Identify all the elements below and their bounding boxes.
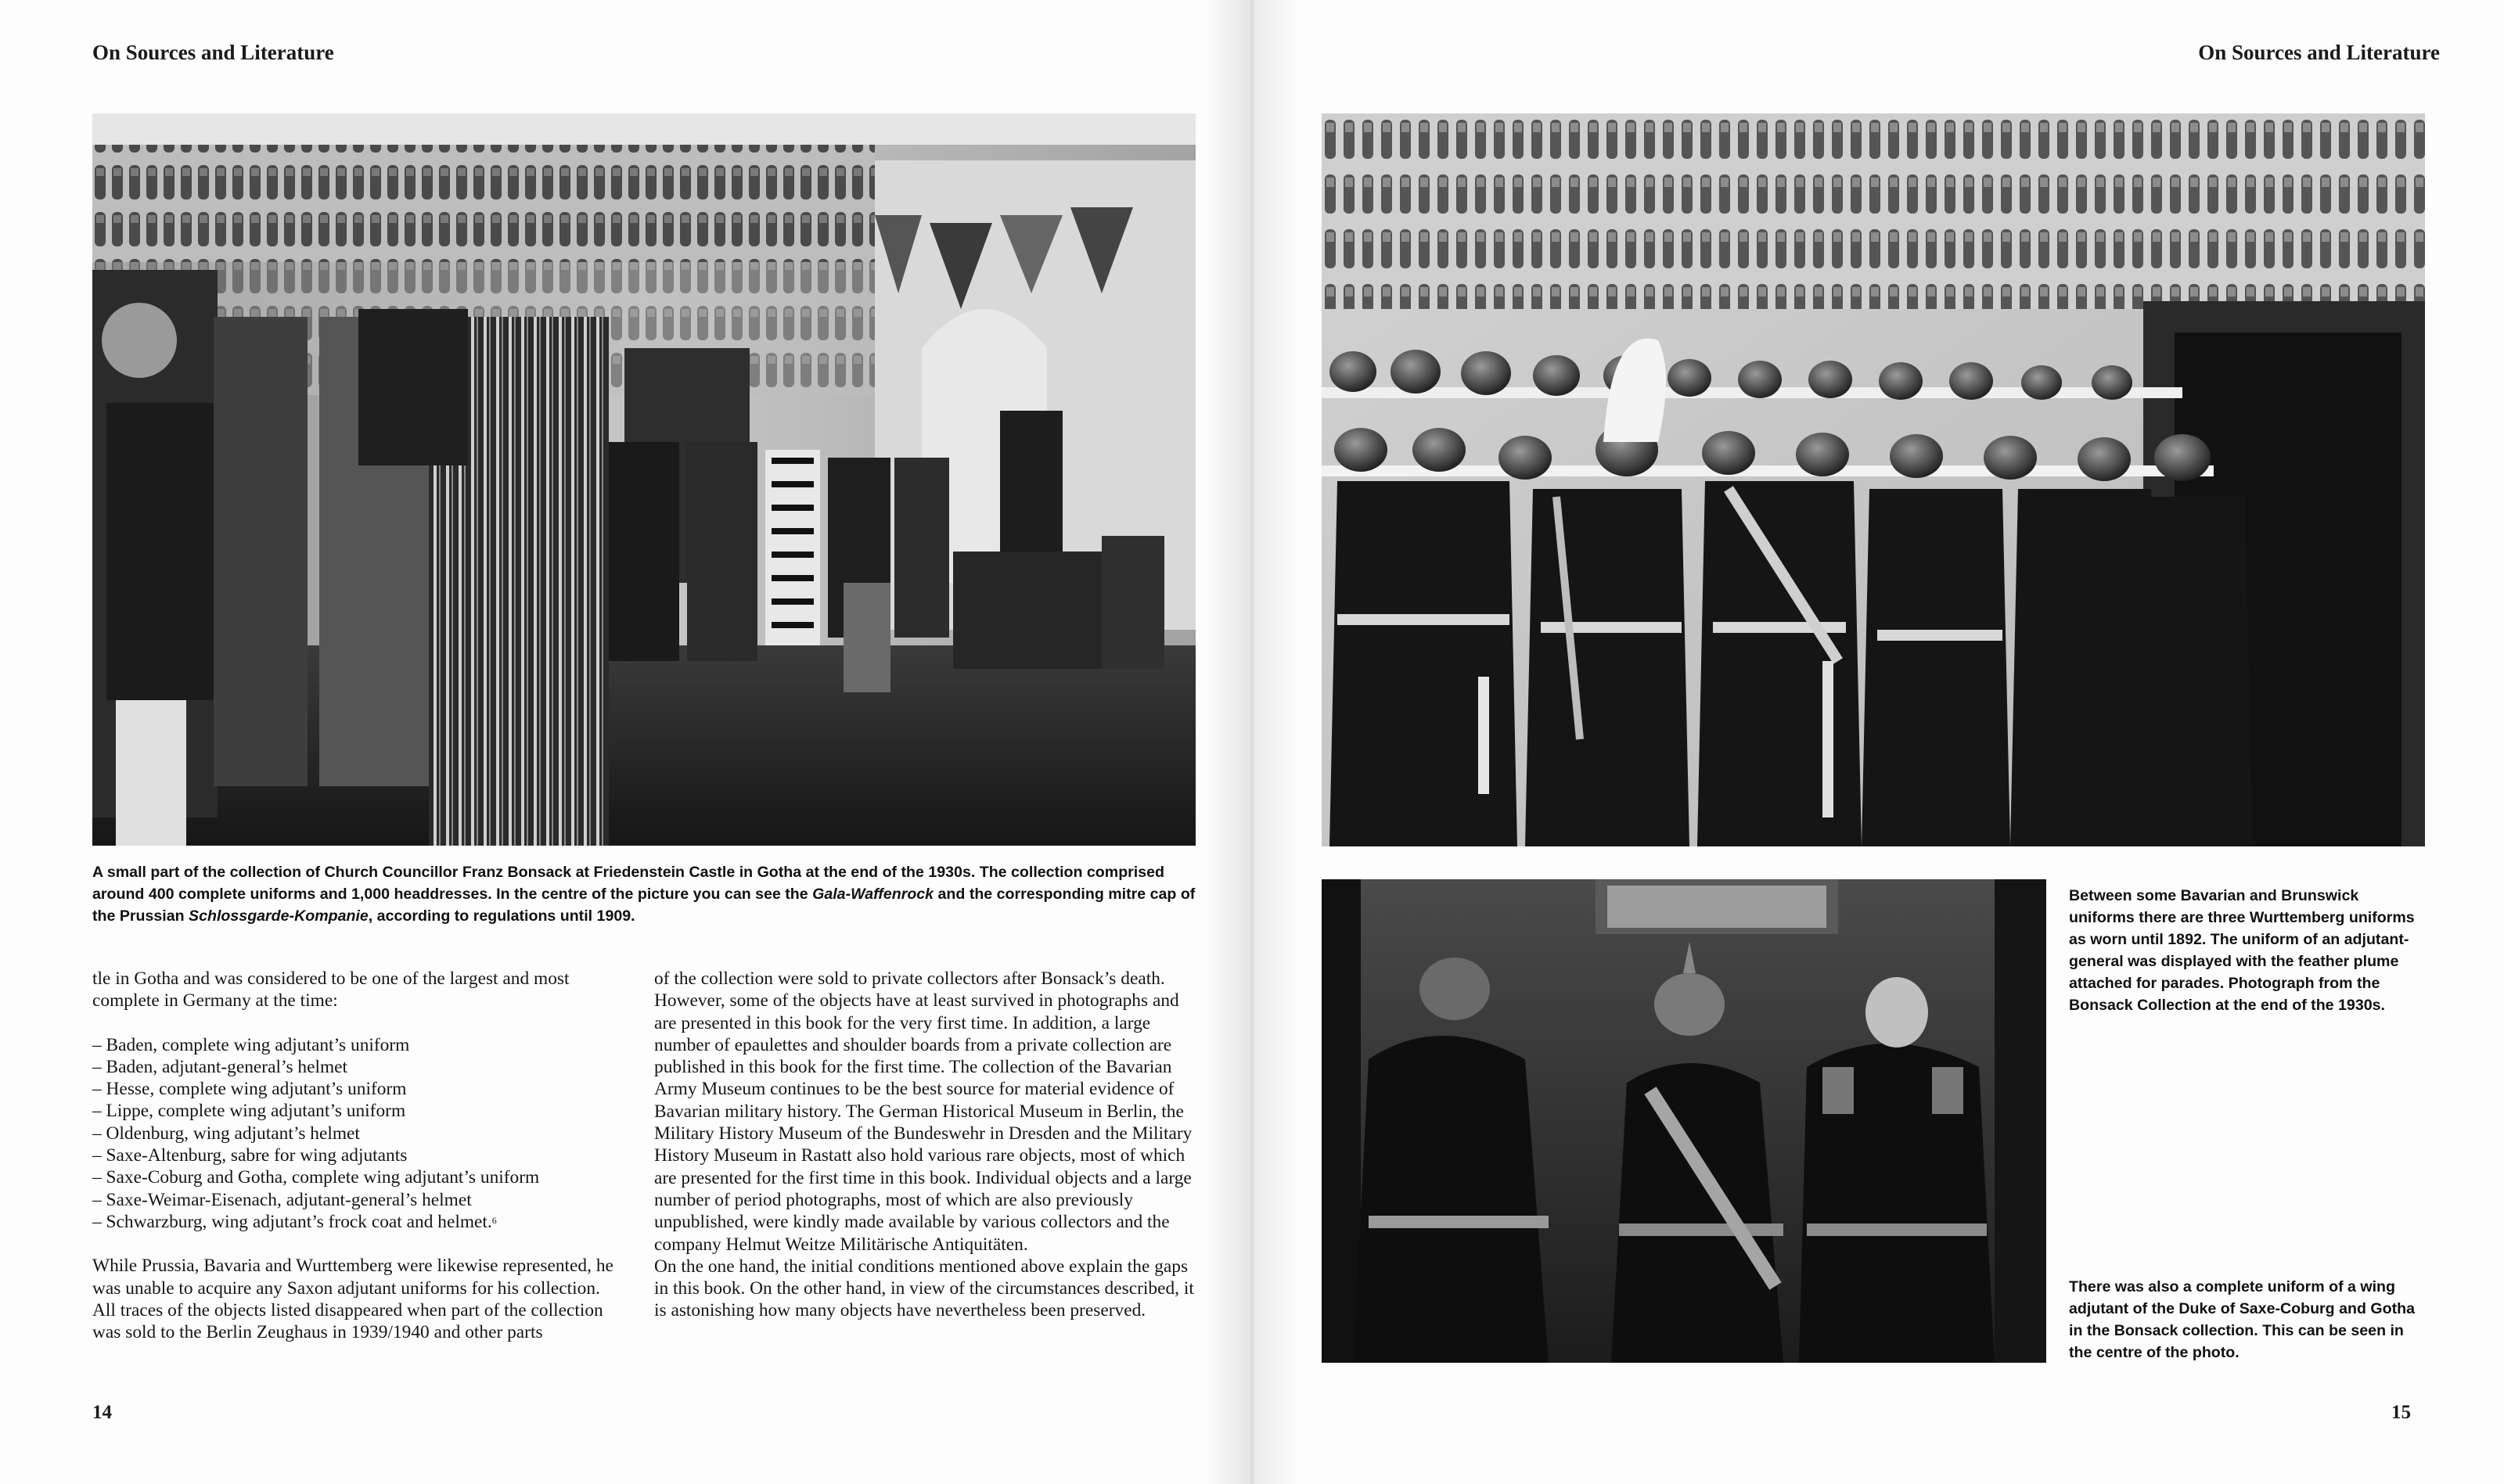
list-item: – Lippe, complete wing adjutant’s uniform bbox=[92, 1101, 406, 1122]
caption-italic-schlossgarde: Schlossgarde-Kompanie bbox=[189, 907, 369, 925]
photo-saxe-coburg-uniform-caption: There was also a complete uniform of a wing adjutant of the Duke of Saxe-Coburg and Gotha in the Bonsack collection. This can be seen in the centre of the photo. bbox=[2069, 1278, 2415, 1361]
photo-collection-room bbox=[92, 113, 1196, 846]
page-number-right: 15 bbox=[2391, 1402, 2411, 1423]
column2-para2: On the one hand, the initial conditions mentioned above explain the gaps in this book. On the other hand, in view of the circumstances described, it is astonishing how many objects have nevertheless been preserved. bbox=[654, 1256, 1194, 1321]
body-column-1 bbox=[92, 968, 632, 1343]
list-item: – Saxe-Altenburg, sabre for wing adjutants bbox=[92, 1145, 408, 1166]
footnote-marker[interactable]: 6 bbox=[491, 1214, 497, 1226]
book-gutter bbox=[1205, 0, 1299, 1484]
body-column-2 bbox=[654, 968, 1196, 1322]
page-number-left: 14 bbox=[92, 1402, 112, 1423]
photo-saxe-coburg-uniform-illustration bbox=[1322, 879, 2046, 1363]
photo-collection-room-caption: A small part of the collection of Church Councillor Franz Bonsack at Friedenstein Castle in Gotha at the end of the 1930s. The collection comprised around 400 complete uniforms and 1,000 headdresses. In the centre of the picture you can see the Gala-Waffenrock and the corresponding mitre cap of the Prussian Schlossgarde-Kompanie, according to regulations until 1909. bbox=[92, 864, 1196, 925]
photo-wurttemberg-uniforms-caption: Between some Bavarian and Brunswick uniforms there are three Wurttemberg uniforms as worn until 1892. The uniform of an adjutant-general was displayed with the feather plume attached for parades. Photograph from the Bonsack Collection at the end of the 1930s. bbox=[2069, 887, 2415, 1014]
adjutant-objects-list bbox=[92, 1034, 632, 1234]
running-head-right: On Sources and Literature bbox=[2198, 41, 2440, 64]
list-item: – Schwarzburg, wing adjutant’s frock coat and helmet.$^6$ bbox=[92, 1211, 497, 1232]
running-head-left: On Sources and Literature bbox=[92, 41, 334, 64]
list-item: – Oldenburg, wing adjutant’s helmet bbox=[92, 1123, 360, 1144]
caption-italic-gala-waffenrock: Gala-Waffenrock bbox=[812, 886, 934, 903]
photo-collection-room-illustration bbox=[92, 113, 1196, 846]
list-item: – Saxe-Weimar-Eisenach, adjutant-general’s helmet bbox=[92, 1189, 472, 1210]
column1-para2: While Prussia, Bavaria and Wurttemberg were likewise represented, he was unable to acquire any Saxon adjutant uniforms for his collection. bbox=[92, 1256, 613, 1299]
photo-wurttemberg-uniforms-illustration bbox=[1322, 113, 2425, 846]
column1-para3: All traces of the objects listed disappeared when part of the collection was sold to the Berlin Zeughaus in 1939/1940 and other parts bbox=[92, 1299, 603, 1343]
list-item: – Saxe-Coburg and Gotha, complete wing adjutant’s uniform bbox=[92, 1167, 540, 1188]
photo-saxe-coburg-uniform bbox=[1322, 879, 2046, 1363]
column2-para1: of the collection were sold to private collectors after Bonsack’s death. However, some of the objects have at least survived in photographs and are presented in this book for the very first time. In addition, a large number of epaulettes and shoulder boards from a private collection are published in this book for the first time. The collection of the Bavarian Army Museum continues to be the best source for material evidence of Bavarian military history. The German Historical Museum in Berlin, the Military History Museum of the Bundeswehr in Dresden and the Military History Museum in Rastatt also hold various rare objects, most of which are presented for the first time in this book. Individual objects and a large number of period photographs, most of which are also previously unpublished, were kindly made available by various collectors and the company Helmut Weitze Militärische Antiquitäten. bbox=[654, 968, 1193, 1255]
list-item: – Hesse, complete wing adjutant’s uniform bbox=[92, 1079, 407, 1100]
list-item: – Baden, complete wing adjutant’s uniform bbox=[92, 1034, 410, 1055]
photo-wurttemberg-uniforms bbox=[1322, 113, 2425, 846]
column1-intro: tle in Gotha and was considered to be one of the largest and most complete in Germany at the time: bbox=[92, 968, 570, 1011]
list-item: – Baden, adjutant-general’s helmet bbox=[92, 1056, 348, 1077]
